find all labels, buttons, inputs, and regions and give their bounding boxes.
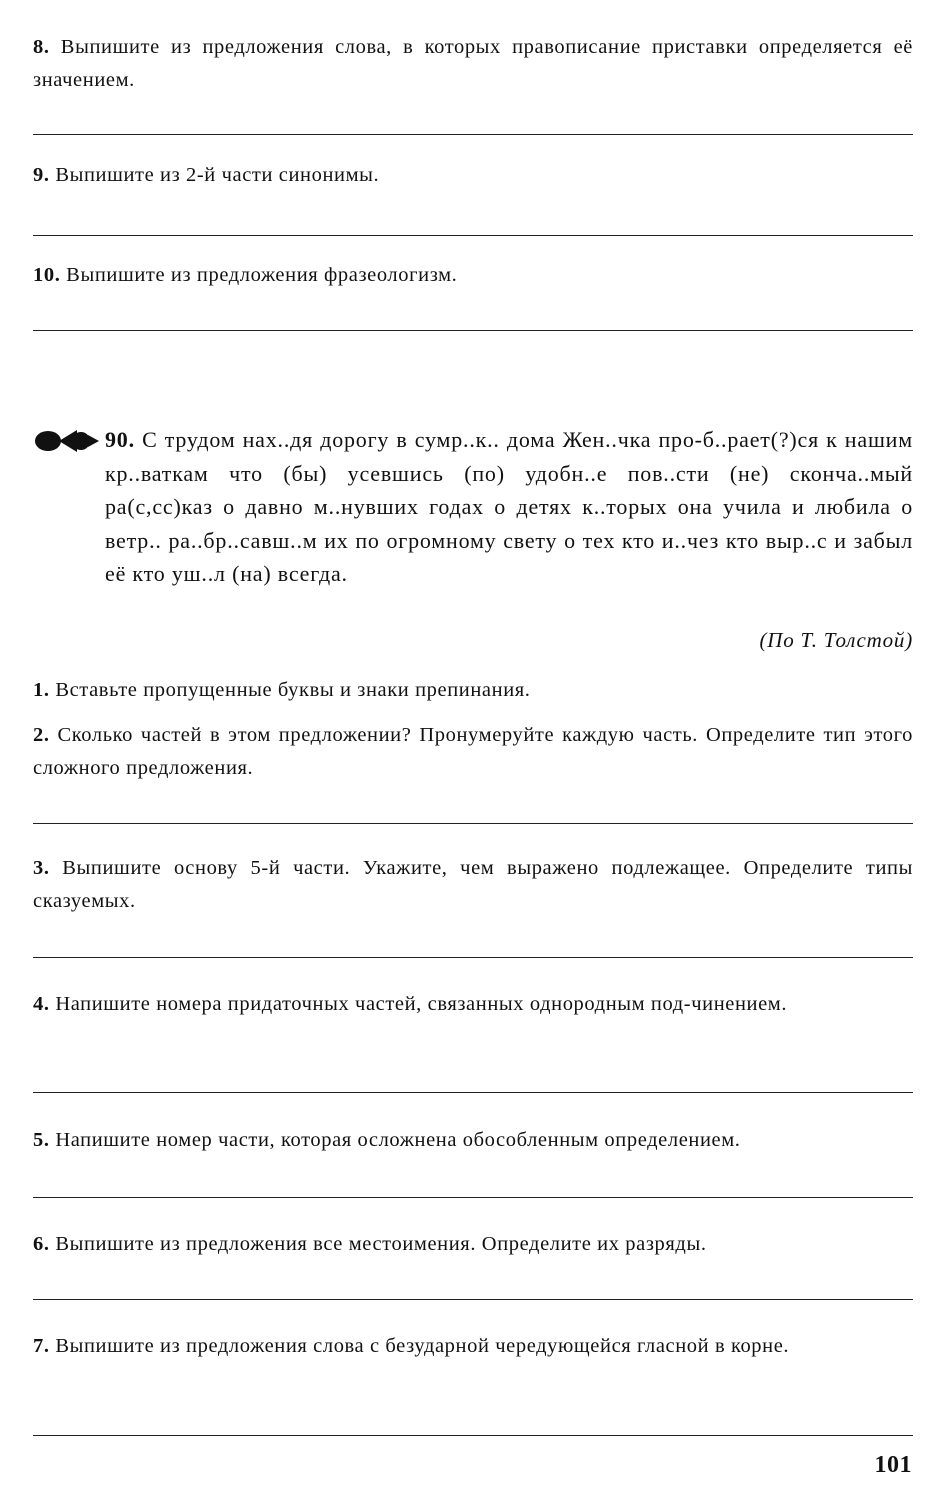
exercise-number: 90. <box>105 427 135 452</box>
question-number: 1. <box>33 679 50 701</box>
answer-line <box>33 823 913 824</box>
question-number: 4. <box>33 993 50 1015</box>
question-5 <box>33 1124 913 1157</box>
answer-line <box>33 957 913 958</box>
question-9 <box>33 159 913 192</box>
question-number: 7. <box>33 1335 50 1357</box>
exercise-source: (По Т. Толстой) <box>759 628 913 652</box>
page-number: 101 <box>874 1452 912 1478</box>
question-text: Вставьте пропущенные буквы и знаки препинания. <box>55 679 531 701</box>
answer-line <box>33 1197 913 1198</box>
answer-line <box>33 1092 913 1093</box>
question-4 <box>33 988 913 1021</box>
question-text: Выпишите из 2-й части синонимы. <box>55 164 380 186</box>
question-3 <box>33 852 913 918</box>
question-6 <box>33 1228 913 1261</box>
question-2 <box>33 719 913 785</box>
question-text: Выпишите из предложения слова, в которых правописание приставки определяется её значением. <box>33 36 913 91</box>
exercise-marker-icon <box>33 426 103 456</box>
question-number: 5. <box>33 1129 50 1151</box>
answer-line <box>33 1435 913 1436</box>
question-text: Выпишите основу 5-й части. Укажите, чем выражено подлежащее. Определите типы сказуемых. <box>33 857 913 912</box>
question-number: 6. <box>33 1233 50 1255</box>
question-number: 9. <box>33 164 50 186</box>
question-7 <box>33 1330 913 1363</box>
question-text: Выпишите из предложения все местоимения. Определите их разряды. <box>55 1233 707 1255</box>
question-text: Сколько частей в этом предложении? Пронумеруйте каждую часть. Определите тип этого сложного предложения. <box>33 724 913 779</box>
question-text: Напишите номер части, которая осложнена обособленным определением. <box>55 1129 741 1151</box>
question-text: Напишите номера придаточных частей, связанных однородным под-чинением. <box>55 993 788 1015</box>
answer-line <box>33 1299 913 1300</box>
question-text: Выпишите из предложения фразеологизм. <box>66 264 458 286</box>
exercise-text: С трудом нах..дя дорогу в сумр..к.. дома Жен..чка про-б..рает(?)ся к нашим кр..ваткам что (бы) усевшись (по) удобн..е пов..сти (не) сконча..мый ра(с,сс)каз о давно м..нувших годах о детях к..торых она учила и любила о ветр.. ра..бр..савш..м их по огромному свету о тех кто и..чез кто выр..с и забыл её кто уш..л (на) всегда. <box>105 427 913 586</box>
question-1 <box>33 674 913 707</box>
question-8 <box>33 31 913 97</box>
question-text: Выпишите из предложения слова с безударной чередующейся гласной в корне. <box>55 1335 790 1357</box>
answer-line <box>33 235 913 236</box>
question-number: 10. <box>33 264 61 286</box>
answer-line <box>33 134 913 135</box>
question-10 <box>33 259 913 292</box>
answer-line <box>33 330 913 331</box>
question-number: 2. <box>33 724 50 746</box>
question-number: 8. <box>33 36 50 58</box>
question-number: 3. <box>33 857 50 879</box>
exercise-90 <box>105 423 913 591</box>
